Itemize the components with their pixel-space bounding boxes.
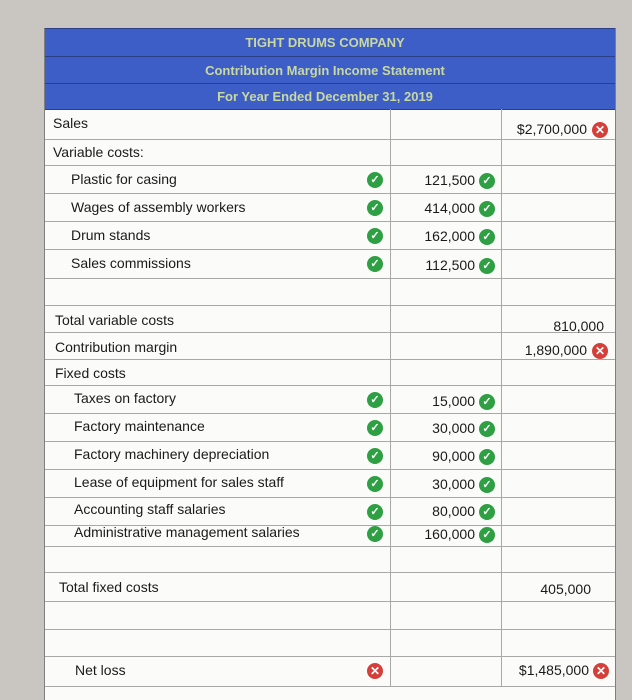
amount-cell[interactable] (391, 194, 502, 221)
total-cell[interactable] (502, 222, 615, 249)
income-statement-sheet (44, 28, 616, 700)
item-label: Factory machinery depreciation (74, 446, 270, 462)
net-loss-label: Net loss (75, 662, 126, 678)
item-label: Wages of assembly workers (71, 199, 246, 215)
amount-cell[interactable] (391, 602, 502, 629)
label-cell[interactable] (45, 333, 391, 359)
company-name: TIGHT DRUMS COMPANY (245, 35, 405, 50)
total-cell[interactable] (502, 498, 615, 525)
net-loss-row (45, 657, 615, 687)
variable-costs-heading: Variable costs: (53, 144, 144, 160)
check-icon: ✓ (367, 200, 383, 216)
item-value: 30,000 (432, 476, 475, 492)
total-cell[interactable] (502, 140, 615, 165)
item-label: Accounting staff salaries (74, 501, 226, 517)
label-cell[interactable] (45, 602, 391, 629)
check-icon: ✓ (479, 201, 495, 217)
total-cell[interactable] (502, 386, 615, 413)
contribution-margin-row (45, 333, 615, 360)
check-icon: ✓ (367, 172, 383, 188)
label-cell[interactable] (45, 222, 391, 249)
label-cell[interactable] (45, 109, 391, 139)
check-icon: ✓ (367, 228, 383, 244)
amount-cell[interactable] (391, 657, 502, 686)
amount-cell[interactable] (391, 360, 502, 385)
check-icon: ✓ (367, 476, 383, 492)
x-icon: ✕ (592, 122, 608, 138)
label-cell[interactable] (45, 386, 391, 413)
amount-cell[interactable] (391, 526, 502, 546)
variable-costs-heading-row (45, 140, 615, 166)
total-cell[interactable] (502, 194, 615, 221)
variable-item-row (45, 166, 615, 194)
sales-value: $2,700,000 (516, 121, 587, 137)
amount-cell[interactable] (391, 547, 502, 572)
item-label: Sales commissions (71, 255, 191, 271)
item-value: 112,500 (425, 257, 475, 273)
total-variable-costs-row (45, 306, 615, 333)
check-icon: ✓ (367, 448, 383, 464)
variable-item-row (45, 250, 615, 279)
label-cell[interactable] (45, 498, 391, 525)
amount-cell[interactable] (391, 166, 502, 193)
label-cell[interactable] (45, 442, 391, 469)
blank-row (45, 602, 615, 630)
total-cell[interactable] (502, 360, 615, 385)
check-icon: ✓ (479, 229, 495, 245)
total-variable-costs-value: 810,000 (553, 318, 604, 334)
x-icon: ✕ (367, 663, 383, 679)
label-cell[interactable] (45, 140, 391, 165)
check-icon: ✓ (479, 421, 495, 437)
x-icon: ✕ (592, 343, 608, 359)
item-value: 160,000 (424, 526, 475, 542)
label-cell[interactable] (45, 360, 391, 385)
label-cell[interactable] (45, 194, 391, 221)
check-icon: ✓ (479, 449, 495, 465)
label-cell[interactable] (45, 279, 391, 305)
item-label: Administrative management salaries (74, 524, 300, 540)
item-value: 90,000 (432, 448, 475, 464)
amount-cell[interactable] (391, 498, 502, 525)
total-cell[interactable] (502, 630, 615, 656)
contribution-margin-label: Contribution margin (55, 339, 178, 355)
label-cell[interactable] (45, 630, 391, 656)
label-cell[interactable] (45, 414, 391, 441)
label-cell[interactable] (45, 657, 391, 686)
total-cell[interactable] (502, 602, 615, 629)
check-icon: ✓ (479, 477, 495, 493)
total-cell[interactable] (502, 250, 615, 278)
amount-cell[interactable] (391, 222, 502, 249)
header-divider (45, 83, 615, 84)
total-cell[interactable] (502, 573, 615, 601)
check-icon: ✓ (367, 420, 383, 436)
amount-cell[interactable] (391, 306, 502, 332)
label-cell[interactable] (45, 166, 391, 193)
check-icon: ✓ (367, 504, 383, 520)
amount-cell[interactable] (391, 573, 502, 601)
amount-cell[interactable] (391, 279, 502, 305)
fixed-costs-heading: Fixed costs (55, 365, 126, 381)
total-cell[interactable] (502, 333, 615, 359)
fixed-item-row (45, 526, 615, 547)
variable-item-row (45, 194, 615, 222)
item-label: Taxes on factory (74, 390, 176, 406)
fixed-item-row (45, 386, 615, 414)
label-cell[interactable] (45, 526, 391, 546)
amount-cell[interactable] (391, 333, 502, 359)
header-divider (45, 56, 615, 57)
fixed-item-row (45, 470, 615, 498)
total-fixed-costs-label: Total fixed costs (59, 579, 159, 595)
item-label: Drum stands (71, 227, 151, 243)
statement-header (45, 28, 615, 110)
fixed-item-row (45, 498, 615, 526)
amount-cell[interactable] (391, 109, 502, 139)
check-icon: ✓ (479, 527, 495, 543)
amount-cell[interactable] (391, 414, 502, 441)
total-cell[interactable] (502, 306, 615, 332)
blank-row (45, 547, 615, 573)
sales-label: Sales (53, 115, 89, 131)
total-cell[interactable] (502, 470, 615, 497)
total-fixed-costs-value: 405,000 (540, 581, 591, 597)
amount-cell[interactable] (391, 630, 502, 656)
blank-row (45, 279, 615, 306)
check-icon: ✓ (479, 258, 495, 274)
total-fixed-costs-row (45, 573, 615, 602)
total-cell[interactable] (502, 547, 615, 572)
sales-row (45, 109, 615, 140)
label-cell[interactable] (45, 547, 391, 572)
label-cell[interactable] (45, 573, 391, 601)
label-cell[interactable] (45, 250, 391, 278)
total-cell[interactable] (502, 166, 615, 193)
item-label: Lease of equipment for sales staff (74, 474, 284, 490)
total-cell[interactable] (502, 526, 615, 546)
check-icon: ✓ (479, 504, 495, 520)
check-icon: ✓ (367, 256, 383, 272)
contribution-margin-value: 1,890,000 (524, 342, 587, 358)
item-label: Factory maintenance (74, 418, 205, 434)
x-icon: ✕ (593, 663, 609, 679)
total-cell[interactable] (502, 279, 615, 305)
check-icon: ✓ (479, 394, 495, 410)
fixed-item-row (45, 442, 615, 470)
statement-period: For Year Ended December 31, 2019 (217, 89, 433, 104)
item-value: 15,000 (432, 393, 475, 409)
label-cell[interactable] (45, 470, 391, 497)
item-value: 162,000 (424, 228, 475, 244)
total-cell[interactable] (502, 442, 615, 469)
variable-item-row (45, 222, 615, 250)
item-value: 80,000 (432, 503, 475, 519)
amount-cell[interactable] (391, 442, 502, 469)
fixed-item-row (45, 414, 615, 442)
check-icon: ✓ (367, 392, 383, 408)
amount-cell[interactable] (391, 386, 502, 413)
check-icon: ✓ (479, 173, 495, 189)
amount-cell[interactable] (391, 470, 502, 497)
item-value: 30,000 (432, 420, 475, 436)
net-loss-value: $1,485,000 (518, 662, 589, 678)
total-cell[interactable] (502, 657, 615, 686)
item-value: 414,000 (424, 200, 475, 216)
amount-cell[interactable] (391, 250, 502, 278)
blank-row (45, 630, 615, 657)
amount-cell[interactable] (391, 140, 502, 165)
total-variable-costs-label: Total variable costs (55, 312, 175, 328)
fixed-costs-heading-row (45, 360, 615, 386)
label-cell[interactable] (45, 306, 391, 332)
total-cell[interactable] (502, 109, 615, 139)
statement-title: Contribution Margin Income Statement (205, 63, 445, 78)
item-value: 121,500 (424, 172, 475, 188)
item-label: Plastic for casing (71, 171, 177, 187)
check-icon: ✓ (367, 526, 383, 542)
total-cell[interactable] (502, 414, 615, 441)
